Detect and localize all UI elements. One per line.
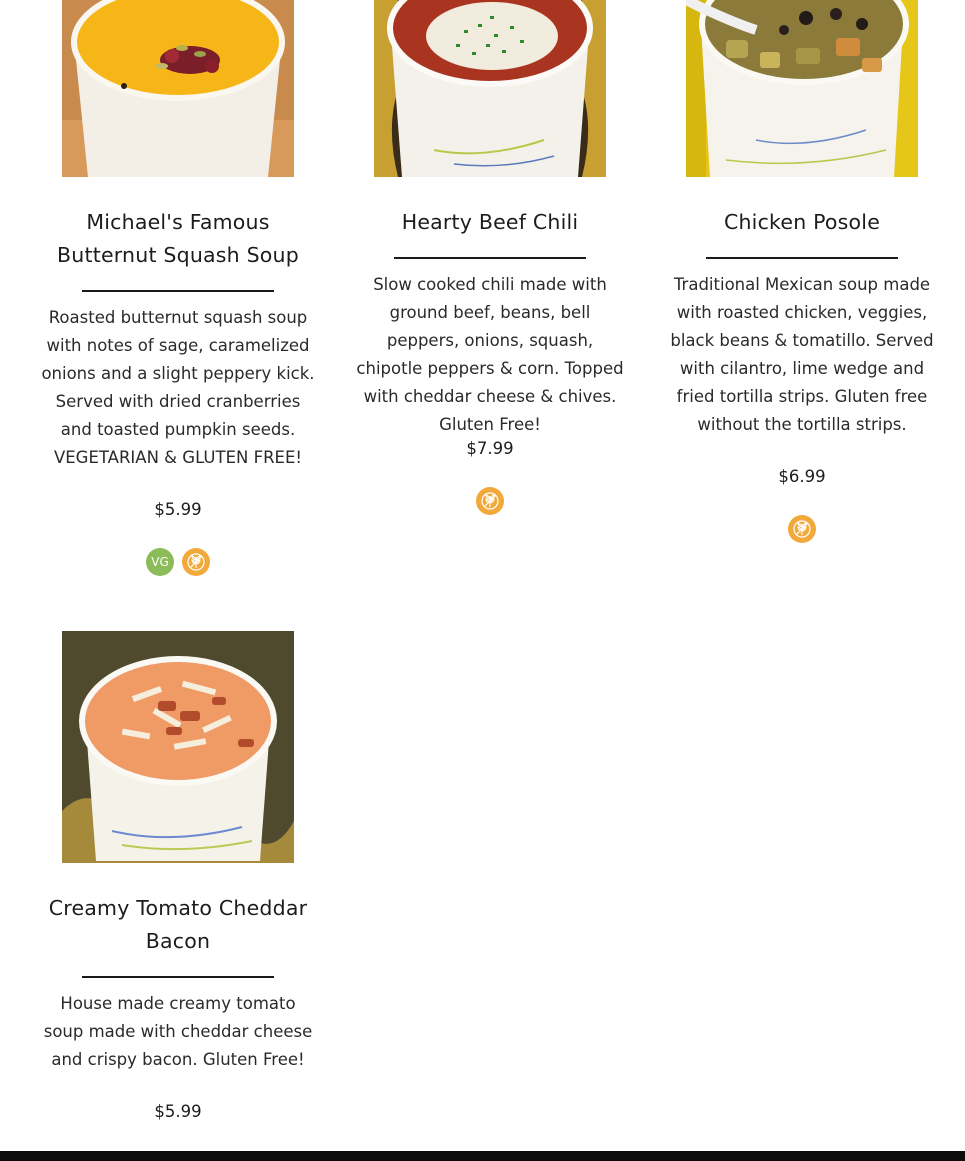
- menu-item-title: Hearty Beef Chili: [401, 210, 579, 234]
- menu-item-description: Roasted butternut squash soup with notes of sage, caramelized onions and a slight peppery kick. Served with dried cranberries and toasted pumpkin seeds. VEGETARIAN & GLUTEN FREE!: [41, 308, 315, 467]
- menu-item-price: $5.99: [154, 1102, 202, 1121]
- menu-item-price: $7.99: [466, 439, 514, 458]
- divider: [82, 290, 274, 292]
- gluten-free-icon: [476, 487, 504, 515]
- gluten-free-icon: [788, 515, 816, 543]
- menu-item-title: Michael's Famous Butternut Squash Soup: [57, 210, 299, 267]
- menu-item-price: $5.99: [154, 500, 202, 519]
- divider: [706, 257, 898, 259]
- divider: [394, 257, 586, 259]
- divider: [82, 976, 274, 978]
- dietary-badges: [664, 515, 940, 545]
- footer-bar: [0, 1151, 965, 1161]
- gluten-free-icon: [182, 548, 210, 576]
- dietary-badges: [40, 548, 316, 578]
- vegetarian-icon: [146, 548, 174, 576]
- vegetarian-icon-label: VG: [151, 555, 169, 569]
- creamy-tomato-cheddar-bacon-photo[interactable]: [62, 631, 294, 863]
- menu-item-description: House made creamy tomato soup made with cheddar cheese and crispy bacon. Gluten Free!: [43, 994, 313, 1069]
- menu-item-description: Traditional Mexican soup made with roasted chicken, veggies, black beans & tomatillo. Served with cilantro, lime wedge and fried tortilla strips. Gluten free without the tortilla strips.: [670, 275, 934, 434]
- dietary-badges: [352, 487, 628, 517]
- menu-item-price: $6.99: [778, 467, 826, 486]
- hearty-beef-chili-photo[interactable]: [374, 0, 606, 232]
- menu-item-title: Chicken Posole: [723, 210, 881, 234]
- menu-item-description: Slow cooked chili made with ground beef, beans, bell peppers, onions, squash, chipotle peppers & corn. Topped with cheddar cheese & chives. Gluten Free!: [356, 275, 624, 434]
- butternut-squash-soup-photo[interactable]: [62, 0, 294, 232]
- menu-item-title: Creamy Tomato Cheddar Bacon: [48, 896, 308, 953]
- chicken-posole-photo[interactable]: [686, 0, 918, 232]
